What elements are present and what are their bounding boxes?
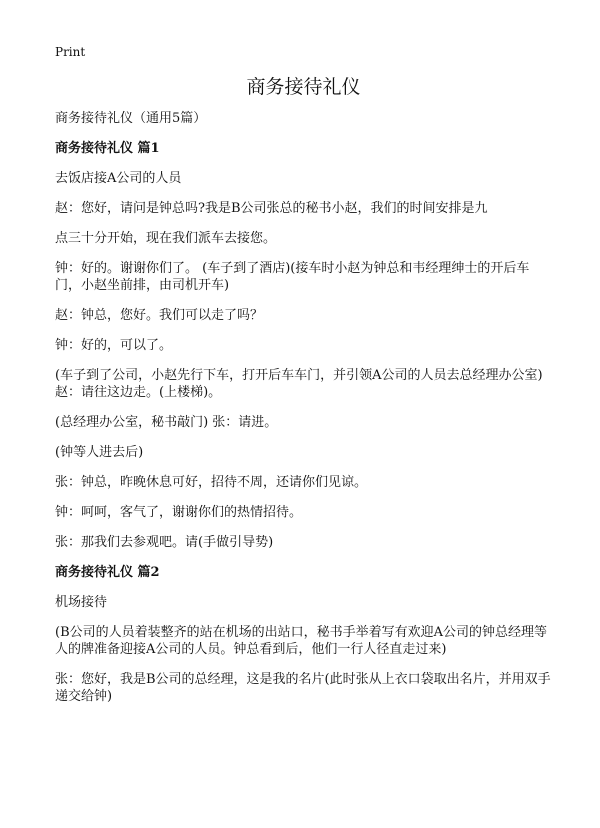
paragraph: 张：您好，我是B公司的总经理，这是我的名片(此时张从上衣口袋取出名片，并用双手递交给钟) [55, 672, 551, 704]
section-heading-2: 商务接待礼仪 篇2 [55, 565, 160, 580]
paragraph: 赵：钟总，您好。我们可以走了吗？ [55, 308, 264, 323]
section-heading-1: 商务接待礼仪 篇1 [55, 141, 160, 156]
paragraph: (钟等人进去后) [55, 445, 144, 460]
paragraph: 张：那我们去参观吧。请(手做引导势) [55, 535, 274, 550]
document-subtitle: 商务接待礼仪（通用5篇） [55, 111, 207, 126]
print-label: Print [55, 45, 86, 59]
paragraph: (总经理办公室，秘书敲门) 张：请进。 [55, 415, 278, 430]
paragraph: (车子到了公司，小赵先行下车，打开后车车门，并引领A公司的人员去总经理办公室) 赵：请往这边走。(上楼梯)。 [55, 368, 543, 400]
paragraph: 去饭店接A公司的人员 [55, 171, 182, 186]
paragraph: 点三十分开始，现在我们派车去接您。 [55, 231, 277, 246]
paragraph: 赵：您好，请问是钟总吗?我是B公司张总的秘书小赵，我们的时间安排是九 [55, 201, 488, 216]
paragraph: 钟：呵呵，客气了，谢谢你们的热情招待。 [55, 505, 303, 520]
paragraph: 张：钟总，昨晚休息可好，招待不周，还请你们见谅。 [55, 475, 368, 490]
document-title: 商务接待礼仪 [246, 76, 361, 98]
paragraph: 机场接待 [55, 595, 108, 610]
paragraph: 钟：好的，可以了。 [55, 338, 173, 353]
paragraph: 钟：好的。谢谢你们了。 (车子到了酒店)(接车时小赵为钟总和韦经理绅士的开后车门，小赵坐前排，由司机开车) [55, 261, 530, 293]
paragraph: (B公司的人员着装整齐的站在机场的出站口，秘书手举着写有欢迎A公司的钟总经理等人的牌准备迎接A公司的人员。钟总看到后，他们一行人径直走过来) [55, 625, 548, 657]
